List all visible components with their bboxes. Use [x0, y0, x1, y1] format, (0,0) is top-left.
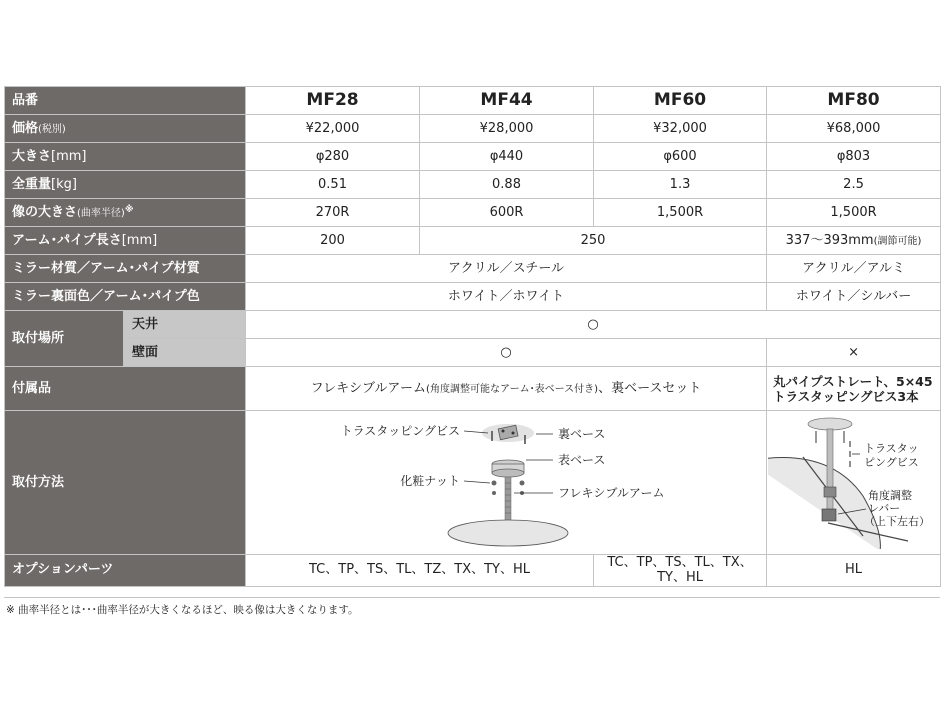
- image-size-label: 像の大きさ(曲率半径)※: [5, 199, 246, 227]
- image-size-mf44: 600R: [420, 199, 594, 227]
- mounting-wall-row: [5, 339, 941, 367]
- accessories-row: [5, 367, 941, 411]
- back-color-mf80: ホワイト／シルバー: [767, 283, 941, 311]
- weight-mf28: 0.51: [246, 171, 420, 199]
- callout-back-base: 裏ベース: [558, 427, 606, 441]
- image-size-mf28: 270R: [246, 199, 420, 227]
- callout-nut: 化粧ナット: [400, 474, 461, 488]
- mounting-wall-label: 壁面: [124, 339, 246, 367]
- model-mf80: MF80: [767, 87, 941, 115]
- mf80-ceiling-plate: [808, 418, 852, 430]
- method-row: [5, 411, 941, 555]
- size-label: 大きさ[mm]: [5, 143, 246, 171]
- spec-table: [4, 86, 941, 587]
- header-row: [5, 87, 941, 115]
- price-mf60: ¥32,000: [594, 115, 767, 143]
- weight-mf80: 2.5: [767, 171, 941, 199]
- price-row: [5, 115, 941, 143]
- mf80-lever: [822, 509, 836, 521]
- flexible-arm: [505, 477, 511, 523]
- accessories-label: 付属品: [5, 367, 246, 411]
- image-size-mf60: 1,500R: [594, 199, 767, 227]
- accessories-mf28-60: フレキシブルアーム(角度調整可能なアーム･表ベース付き)、裏ベースセット: [246, 367, 767, 411]
- arm-length-label: アーム･パイプ長さ[mm]: [5, 227, 246, 255]
- options-row: [5, 554, 941, 586]
- nut-right: [520, 481, 525, 486]
- price-label: 価格(税別): [5, 115, 246, 143]
- size-mf44: φ440: [420, 143, 594, 171]
- mf80-pipe: [827, 429, 833, 511]
- mounting-wall-mf80: ×: [767, 339, 941, 367]
- model-label: 品番: [5, 87, 246, 115]
- mf80-callout-lever-3: （上下左右）: [863, 515, 930, 528]
- back-color-label: ミラー裏面色／アーム･パイプ色: [5, 283, 246, 311]
- mf80-callout-lever-2: レバー: [867, 502, 900, 515]
- image-size-mf80: 1,500R: [767, 199, 941, 227]
- nut-left: [492, 481, 497, 486]
- price-mf80: ¥68,000: [767, 115, 941, 143]
- size-mf60: φ600: [594, 143, 767, 171]
- callout-flex-arm: フレキシブルアーム: [558, 486, 665, 500]
- mounting-ceiling-row: [5, 311, 941, 339]
- material-mf28-60: アクリル／スチール: [246, 255, 767, 283]
- accessories-mf80: 丸パイプストレート、5×45 トラスタッピングビス3本: [767, 367, 941, 411]
- weight-row: [5, 171, 941, 199]
- mounting-wall-mf28-60: ○: [246, 339, 767, 367]
- mf80-mounting-diagram: [768, 411, 940, 549]
- back-color-row: [5, 283, 941, 311]
- options-mf80: HL: [767, 554, 941, 586]
- material-mf80: アクリル／アルミ: [767, 255, 941, 283]
- price-mf44: ¥28,000: [420, 115, 594, 143]
- material-row: [5, 255, 941, 283]
- mounting-ceiling-value: ○: [246, 311, 941, 339]
- price-mf28: ¥22,000: [246, 115, 420, 143]
- callout-front-base: 表ベース: [558, 453, 606, 467]
- model-mf44: MF44: [420, 87, 594, 115]
- size-mf28: φ280: [246, 143, 420, 171]
- arm-length-mf44-60: 250: [420, 227, 767, 255]
- back-color-mf28-60: ホワイト／ホワイト: [246, 283, 767, 311]
- material-label: ミラー材質／アーム･パイプ材質: [5, 255, 246, 283]
- method-mf80-cell: [767, 411, 941, 555]
- method-label: 取付方法: [5, 411, 246, 555]
- weight-label: 全重量[kg]: [5, 171, 246, 199]
- method-diagram-cell: [246, 411, 767, 555]
- footnote-divider: [4, 597, 940, 598]
- weight-mf60: 1.3: [594, 171, 767, 199]
- model-mf28: MF28: [246, 87, 420, 115]
- mounting-ceiling-label: 天井: [124, 311, 246, 339]
- size-mf80: φ803: [767, 143, 941, 171]
- arm-length-mf28: 200: [246, 227, 420, 255]
- arm-length-row: [5, 227, 941, 255]
- mounting-label: 取付場所: [5, 311, 124, 367]
- weight-mf44: 0.88: [420, 171, 594, 199]
- mf80-callout-screw-2: ピングビス: [863, 456, 919, 469]
- mf80-callout-lever-1: 角度調整: [867, 489, 912, 502]
- mf80-mirror: [768, 458, 880, 549]
- options-label: オプションパーツ: [5, 554, 246, 586]
- arm-length-mf80: 337～393mm(調節可能): [767, 227, 941, 255]
- mounting-diagram: [246, 411, 766, 549]
- model-mf60: MF60: [594, 87, 767, 115]
- image-size-row: [5, 199, 941, 227]
- mf80-callout-screw-1: トラスタッ: [863, 442, 919, 455]
- options-mf60: TC、TP、TS、TL、TX、TY、HL: [594, 554, 767, 586]
- footnote: ※ 曲率半径とは･･･曲率半径が大きくなるほど、映る像は大きくなります。: [6, 604, 359, 616]
- size-row: [5, 143, 941, 171]
- options-mf28-44: TC、TP、TS、TL、TZ、TX、TY、HL: [246, 554, 594, 586]
- callout-screw: トラスタッピングビス: [340, 424, 461, 438]
- mirror: [448, 520, 568, 546]
